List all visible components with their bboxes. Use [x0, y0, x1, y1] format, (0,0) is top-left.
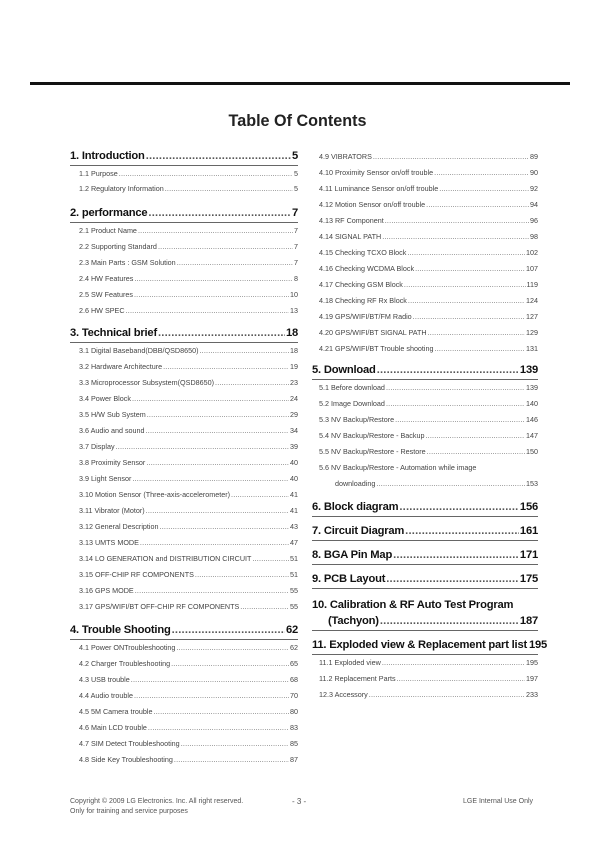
section-divider [70, 342, 298, 343]
toc-subsection-entry[interactable] [79, 675, 298, 684]
toc-entry-page: 8 [294, 274, 298, 283]
toc-leader-dots [426, 200, 529, 209]
toc-leader-dots [135, 586, 289, 595]
section-divider [312, 516, 538, 517]
toc-subsection-entry[interactable] [79, 258, 298, 267]
toc-section-entry[interactable] [70, 150, 298, 162]
toc-subsection-entry[interactable] [79, 691, 298, 700]
toc-leader-dots [140, 538, 289, 547]
toc-entry-title: 6. Block diagram [312, 501, 399, 513]
toc-entry-page: 197 [526, 674, 538, 683]
toc-subsection-entry[interactable] [79, 707, 298, 716]
toc-leader-dots [138, 226, 293, 235]
toc-subsection-entry[interactable] [319, 152, 538, 161]
toc-entry-title: 3.17 GPS/WIFI/BT OFF-CHIP RF COMPONENTS [79, 602, 240, 611]
toc-entry-title: 8. BGA Pin Map [312, 549, 393, 561]
toc-leader-dots [119, 169, 293, 178]
toc-entry-page: 7 [294, 226, 298, 235]
toc-subsection-entry[interactable] [79, 242, 298, 251]
section-divider [312, 379, 538, 380]
toc-entry-title: 5. Download [312, 364, 376, 376]
toc-entry-title: 5.1 Before download [319, 383, 385, 392]
toc-entry-page: 5 [294, 169, 298, 178]
toc-section-entry[interactable] [312, 549, 538, 561]
toc-entry-page: 107 [526, 264, 538, 273]
toc-entry-page: 18 [290, 346, 298, 355]
toc-subsection-entry[interactable] [79, 602, 298, 611]
toc-entry-page: 98 [530, 232, 538, 241]
toc-entry-page: 83 [290, 723, 298, 732]
toc-entry-title: 4.2 Charger Troubleshooting [79, 659, 171, 668]
footer-page-number: - 3 - [292, 797, 307, 806]
toc-section-entry[interactable] [70, 327, 298, 339]
toc-section-entry[interactable] [312, 573, 538, 585]
toc-leader-dots [386, 383, 525, 392]
toc-subsection-entry[interactable] [319, 674, 538, 683]
toc-leader-dots [439, 184, 529, 193]
toc-entry-page: 139 [519, 364, 538, 376]
toc-entry-title: 11.2 Replacement Parts [319, 674, 396, 683]
toc-entry-page: 195 [529, 639, 548, 651]
toc-subsection-entry[interactable] [79, 755, 298, 764]
toc-subsection-entry[interactable] [79, 506, 298, 515]
toc-entry-page: 70 [290, 691, 298, 700]
toc-entry-page: 40 [290, 458, 298, 467]
header-rule [30, 82, 570, 85]
toc-leader-dots [435, 344, 525, 353]
toc-leader-dots [199, 346, 289, 355]
toc-entry-page: 187 [519, 615, 538, 627]
toc-leader-dots [405, 525, 519, 537]
page-title: Table Of Contents [228, 111, 367, 130]
toc-entry-title: 4.1 Power ONTroubleshooting [79, 643, 176, 652]
toc-subsection-entry[interactable] [79, 226, 298, 235]
toc-subsection-entry[interactable] [79, 274, 298, 283]
toc-entry-page: 68 [290, 675, 298, 684]
toc-entry-title: 2. performance [70, 207, 148, 219]
toc-entry-page: 124 [526, 296, 538, 305]
toc-leader-dots [160, 522, 289, 531]
toc-entry-title: 4.16 Checking WCDMA Block [319, 264, 415, 273]
toc-leader-dots [425, 431, 525, 440]
toc-entry-page: 65 [290, 659, 298, 668]
toc-leader-dots [132, 394, 289, 403]
toc-leader-dots [132, 474, 289, 483]
toc-leader-dots [393, 549, 519, 561]
toc-entry-page: 80 [290, 707, 298, 716]
toc-entry-page: 55 [290, 602, 298, 611]
toc-subsection-entry[interactable] [319, 200, 538, 209]
toc-entry-page: 87 [290, 755, 298, 764]
toc-subsection-entry[interactable] [319, 463, 538, 472]
toc-leader-dots [395, 415, 525, 424]
toc-leader-dots [158, 242, 293, 251]
toc-entry-title: 3.8 Proximity Sensor [79, 458, 146, 467]
toc-subsection-entry[interactable] [319, 232, 538, 241]
toc-entry-page: 89 [530, 152, 538, 161]
toc-entry-title: 3.15 OFF-CHIP RF COMPONENTS [79, 570, 194, 579]
toc-subsection-entry[interactable] [319, 690, 538, 699]
toc-entry-page: 23 [290, 378, 298, 387]
toc-entry-page: 156 [519, 501, 538, 513]
toc-section-entry[interactable] [70, 207, 298, 219]
toc-entry-title: 4.12 Motion Sensor on/off trouble [319, 200, 426, 209]
toc-entry-title: 1.2 Regulatory Information [79, 184, 164, 193]
toc-leader-dots [380, 615, 519, 627]
toc-subsection-entry[interactable] [319, 344, 538, 353]
toc-entry-title: 1. Introduction [70, 150, 145, 162]
toc-entry-title: 4.19 GPS/WIFI/BT/FM Radio [319, 312, 412, 321]
toc-entry-title: 10. Calibration & RF Auto Test Program [312, 599, 514, 611]
toc-entry-title: 3.5 H/W Sub System [79, 410, 146, 419]
toc-leader-dots [148, 207, 291, 219]
toc-entry-title: 4.17 Checking GSM Block [319, 280, 403, 289]
toc-leader-dots [146, 458, 289, 467]
toc-leader-dots [252, 554, 289, 563]
toc-entry-page: 175 [519, 573, 538, 585]
toc-subsection-entry[interactable] [79, 346, 298, 355]
toc-leader-dots [126, 306, 289, 315]
toc-leader-dots [154, 707, 289, 716]
toc-subsection-entry[interactable] [79, 410, 298, 419]
toc-entry-page: 7 [291, 207, 298, 219]
toc-leader-dots [148, 723, 289, 732]
toc-subsection-entry[interactable] [319, 399, 538, 408]
toc-section-entry[interactable] [312, 525, 538, 537]
toc-subsection-entry[interactable] [319, 280, 538, 289]
toc-entry-title: 3.12 General Description [79, 522, 159, 531]
toc-leader-dots [176, 643, 289, 652]
toc-subsection-entry[interactable] [79, 643, 298, 652]
toc-entry-page: 24 [290, 394, 298, 403]
toc-subsection-entry[interactable] [79, 378, 298, 387]
toc-leader-dots [397, 674, 525, 683]
toc-leader-dots [163, 362, 289, 371]
section-divider [312, 564, 538, 565]
toc-subsection-entry[interactable] [79, 490, 298, 499]
toc-leader-dots [413, 312, 525, 321]
toc-section-entry[interactable] [312, 639, 548, 651]
toc-entry-title: 3. Technical brief [70, 327, 157, 339]
toc-entry-page: 92 [530, 184, 538, 193]
toc-entry-title: 4.8 Side Key Troubleshooting [79, 755, 173, 764]
toc-leader-dots [240, 602, 289, 611]
toc-subsection-entry[interactable] [319, 328, 538, 337]
toc-entry-title: 4. Trouble Shooting [70, 624, 171, 636]
toc-leader-dots [134, 691, 289, 700]
toc-entry-page: 62 [290, 643, 298, 652]
toc-leader-dots [408, 296, 525, 305]
toc-entry-page: 102 [526, 248, 538, 257]
toc-entry-page: 139 [526, 383, 538, 392]
toc-entry-title: 3.9 Light Sensor [79, 474, 132, 483]
toc-subsection-entry[interactable] [319, 184, 538, 193]
toc-subsection-entry[interactable] [79, 659, 298, 668]
toc-subsection-entry[interactable] [319, 383, 538, 392]
toc-entry-page: 90 [530, 168, 538, 177]
toc-entry-title: 9. PCB Layout [312, 573, 386, 585]
toc-section-entry[interactable] [312, 599, 538, 611]
toc-subsection-entry[interactable] [319, 248, 538, 257]
toc-subsection-entry[interactable] [79, 723, 298, 732]
toc-entry-title: 3.3 Microprocessor Subsystem(QSD8650) [79, 378, 215, 387]
toc-entry-page: 62 [285, 624, 298, 636]
toc-entry-page: 29 [290, 410, 298, 419]
toc-leader-dots [386, 399, 525, 408]
toc-entry-page: 19 [290, 362, 298, 371]
toc-entry-title: 1.1 Purpose [79, 169, 118, 178]
footer-internal-use: LGE Internal Use Only [463, 798, 534, 805]
toc-entry-title: 2.1 Product Name [79, 226, 137, 235]
toc-entry-page: 40 [290, 474, 298, 483]
toc-leader-dots [165, 184, 293, 193]
toc-section-entry[interactable] [328, 615, 538, 627]
toc-leader-dots [382, 658, 525, 667]
toc-entry-title: 4.14 SIGNAL PATH [319, 232, 382, 241]
toc-leader-dots [215, 378, 289, 387]
toc-entry-title: 4.7 SIM Detect Troubleshooting [79, 739, 180, 748]
toc-leader-dots [134, 274, 293, 283]
toc-entry-title: 3.13 UMTS MODE [79, 538, 139, 547]
section-divider [312, 540, 538, 541]
toc-subsection-entry[interactable] [319, 658, 538, 667]
toc-entry-title: (Tachyon) [328, 615, 379, 627]
toc-subsection-entry[interactable] [319, 447, 538, 456]
toc-subsection-entry[interactable] [79, 426, 298, 435]
toc-entry-title: 4.9 VIBRATORS [319, 152, 372, 161]
toc-leader-dots [172, 624, 285, 636]
toc-entry-title: 3.11 Vibrator (Motor) [79, 506, 145, 515]
toc-entry-title: 5.5 NV Backup/Restore - Restore [319, 447, 426, 456]
toc-entry-page: 94 [530, 200, 538, 209]
toc-subsection-entry[interactable] [79, 586, 298, 595]
toc-entry-title: 7. Circuit Diagram [312, 525, 405, 537]
toc-entry-page: 51 [290, 570, 298, 579]
toc-entry-title: 5.3 NV Backup/Restore [319, 415, 395, 424]
toc-leader-dots [386, 573, 519, 585]
toc-entry-title: 5.2 Image Download [319, 399, 385, 408]
toc-entry-page: 140 [526, 399, 538, 408]
toc-leader-dots [158, 327, 285, 339]
toc-entry-page: 5 [291, 150, 298, 162]
toc-leader-dots [427, 447, 525, 456]
toc-entry-title: 4.18 Checking RF Rx Block [319, 296, 407, 305]
toc-subsection-entry[interactable] [79, 394, 298, 403]
toc-leader-dots [369, 690, 525, 699]
toc-subsection-entry[interactable] [319, 296, 538, 305]
toc-entry-page: 161 [519, 525, 538, 537]
toc-entry-page: 41 [290, 506, 298, 515]
toc-section-entry[interactable] [312, 501, 538, 513]
toc-subsection-entry[interactable] [319, 168, 538, 177]
toc-leader-dots [404, 280, 526, 289]
toc-leader-dots [195, 570, 289, 579]
toc-entry-page: 119 [526, 280, 538, 289]
toc-entry-title: 4.15 Checking TCXO Block [319, 248, 407, 257]
toc-leader-dots [146, 506, 289, 515]
toc-subsection-entry[interactable] [79, 522, 298, 531]
toc-leader-dots [428, 328, 525, 337]
toc-subsection-entry[interactable] [319, 312, 538, 321]
toc-entry-title: 4.13 RF Component [319, 216, 384, 225]
toc-entry-title: 2.6 HW SPEC [79, 306, 125, 315]
toc-entry-title: 5.4 NV Backup/Restore - Backup [319, 431, 425, 440]
toc-subsection-entry[interactable] [319, 216, 538, 225]
toc-leader-dots [146, 426, 289, 435]
toc-entry-page: 85 [290, 739, 298, 748]
toc-leader-dots [177, 258, 293, 267]
toc-leader-dots [382, 232, 529, 241]
toc-entry-page: 41 [290, 490, 298, 499]
toc-entry-title: 11.1 Exploded view [319, 658, 381, 667]
toc-entry-title: 4.20 GPS/WIFI/BT SIGNAL PATH [319, 328, 427, 337]
toc-entry-page: 51 [290, 554, 298, 563]
toc-entry-title: 3.4 Power Block [79, 394, 131, 403]
toc-leader-dots [146, 150, 291, 162]
toc-leader-dots [376, 479, 525, 488]
toc-entry-title: 3.14 LO GENERATION and DISTRIBUTION CIRCUIT [79, 554, 252, 563]
toc-entry-page: 153 [526, 479, 538, 488]
toc-entry-title: 2.3 Main Parts : GSM Solution [79, 258, 176, 267]
toc-leader-dots [131, 675, 289, 684]
toc-entry-title: 4.6 Main LCD trouble [79, 723, 147, 732]
toc-subsection-entry[interactable] [79, 290, 298, 299]
toc-subsection-entry[interactable] [319, 264, 538, 273]
toc-entry-page: 39 [290, 442, 298, 451]
toc-subsection-entry[interactable] [79, 554, 298, 563]
toc-leader-dots [385, 216, 529, 225]
toc-entry-page: 171 [519, 549, 538, 561]
footer-copyright-line2: Only for training and service purposes [70, 808, 188, 815]
toc-entry-page: 129 [526, 328, 538, 337]
toc-section-entry[interactable] [70, 624, 298, 636]
footer-copyright-line1: Copyright © 2009 LG Electronics. Inc. All right reserved. [70, 798, 244, 805]
toc-leader-dots [407, 248, 525, 257]
toc-entry-page: 55 [290, 586, 298, 595]
toc-entry-title: downloading [335, 479, 376, 488]
toc-leader-dots [415, 264, 525, 273]
toc-subsection-entry[interactable] [335, 479, 538, 488]
toc-entry-title: 2.2 Supporting Standard [79, 242, 157, 251]
toc-entry-page: 131 [526, 344, 538, 353]
toc-subsection-entry[interactable] [79, 570, 298, 579]
toc-leader-dots [171, 659, 289, 668]
toc-entry-title: 4.4 Audio trouble [79, 691, 133, 700]
toc-entry-title: 4.5 5M Camera trouble [79, 707, 153, 716]
section-divider [312, 630, 538, 631]
footer-copyright [70, 797, 243, 817]
section-divider [312, 654, 538, 655]
toc-leader-dots [174, 755, 289, 764]
toc-entry-title: 5.6 NV Backup/Restore - Automation while image [319, 463, 477, 472]
toc-entry-title: 2.4 HW Features [79, 274, 134, 283]
toc-leader-dots [116, 442, 289, 451]
toc-entry-page: 233 [526, 690, 538, 699]
toc-subsection-entry[interactable] [79, 184, 298, 193]
toc-leader-dots [134, 290, 289, 299]
toc-entry-page: 195 [526, 658, 538, 667]
toc-subsection-entry[interactable] [79, 442, 298, 451]
toc-entry-title: 3.7 Display [79, 442, 115, 451]
toc-entry-title: 12.3 Accessory [319, 690, 368, 699]
toc-subsection-entry[interactable] [79, 306, 298, 315]
toc-entry-page: 127 [526, 312, 538, 321]
section-divider [70, 165, 298, 166]
toc-subsection-entry[interactable] [79, 474, 298, 483]
toc-leader-dots [373, 152, 529, 161]
toc-leader-dots [434, 168, 529, 177]
toc-entry-title: 3.16 GPS MODE [79, 586, 134, 595]
toc-subsection-entry[interactable] [79, 739, 298, 748]
toc-entry-page: 43 [290, 522, 298, 531]
toc-entry-page: 34 [290, 426, 298, 435]
toc-subsection-entry[interactable] [319, 415, 538, 424]
toc-subsection-entry[interactable] [79, 169, 298, 178]
section-divider [70, 639, 298, 640]
toc-entry-page: 47 [290, 538, 298, 547]
toc-entry-page: 96 [530, 216, 538, 225]
toc-entry-title: 4.3 USB trouble [79, 675, 130, 684]
toc-leader-dots [231, 490, 289, 499]
toc-entry-title: 4.11 Luminance Sensor on/off trouble [319, 184, 439, 193]
toc-entry-title: 4.21 GPS/WIFI/BT Trouble shooting [319, 344, 434, 353]
toc-entry-title: 4.10 Proximity Sensor on/off trouble [319, 168, 434, 177]
toc-entry-page: 147 [526, 431, 538, 440]
toc-entry-page: 5 [294, 184, 298, 193]
toc-entry-page: 13 [290, 306, 298, 315]
section-divider [70, 222, 298, 223]
toc-entry-title: 11. Exploded view & Replacement part list [312, 639, 528, 651]
toc-subsection-entry[interactable] [319, 431, 538, 440]
toc-leader-dots [377, 364, 519, 376]
toc-leader-dots [399, 501, 519, 513]
toc-subsection-entry[interactable] [79, 362, 298, 371]
toc-entry-page: 18 [285, 327, 298, 339]
toc-entry-title: 3.1 Digital Baseband(DBB/QSD8650) [79, 346, 199, 355]
toc-entry-page: 7 [294, 258, 298, 267]
toc-entry-title: 2.5 SW Features [79, 290, 133, 299]
toc-entry-title: 3.2 Hardware Architecture [79, 362, 163, 371]
toc-entry-title: 3.6 Audio and sound [79, 426, 145, 435]
toc-leader-dots [181, 739, 289, 748]
toc-subsection-entry[interactable] [79, 538, 298, 547]
toc-entry-page: 10 [290, 290, 298, 299]
toc-entry-page: 150 [526, 447, 538, 456]
toc-entry-title: 3.10 Motion Sensor (Three-axis-accelerometer) [79, 490, 230, 499]
section-divider [312, 588, 538, 589]
toc-entry-page: 146 [526, 415, 538, 424]
toc-section-entry[interactable] [312, 364, 538, 376]
toc-entry-page: 7 [294, 242, 298, 251]
toc-leader-dots [147, 410, 289, 419]
toc-subsection-entry[interactable] [79, 458, 298, 467]
